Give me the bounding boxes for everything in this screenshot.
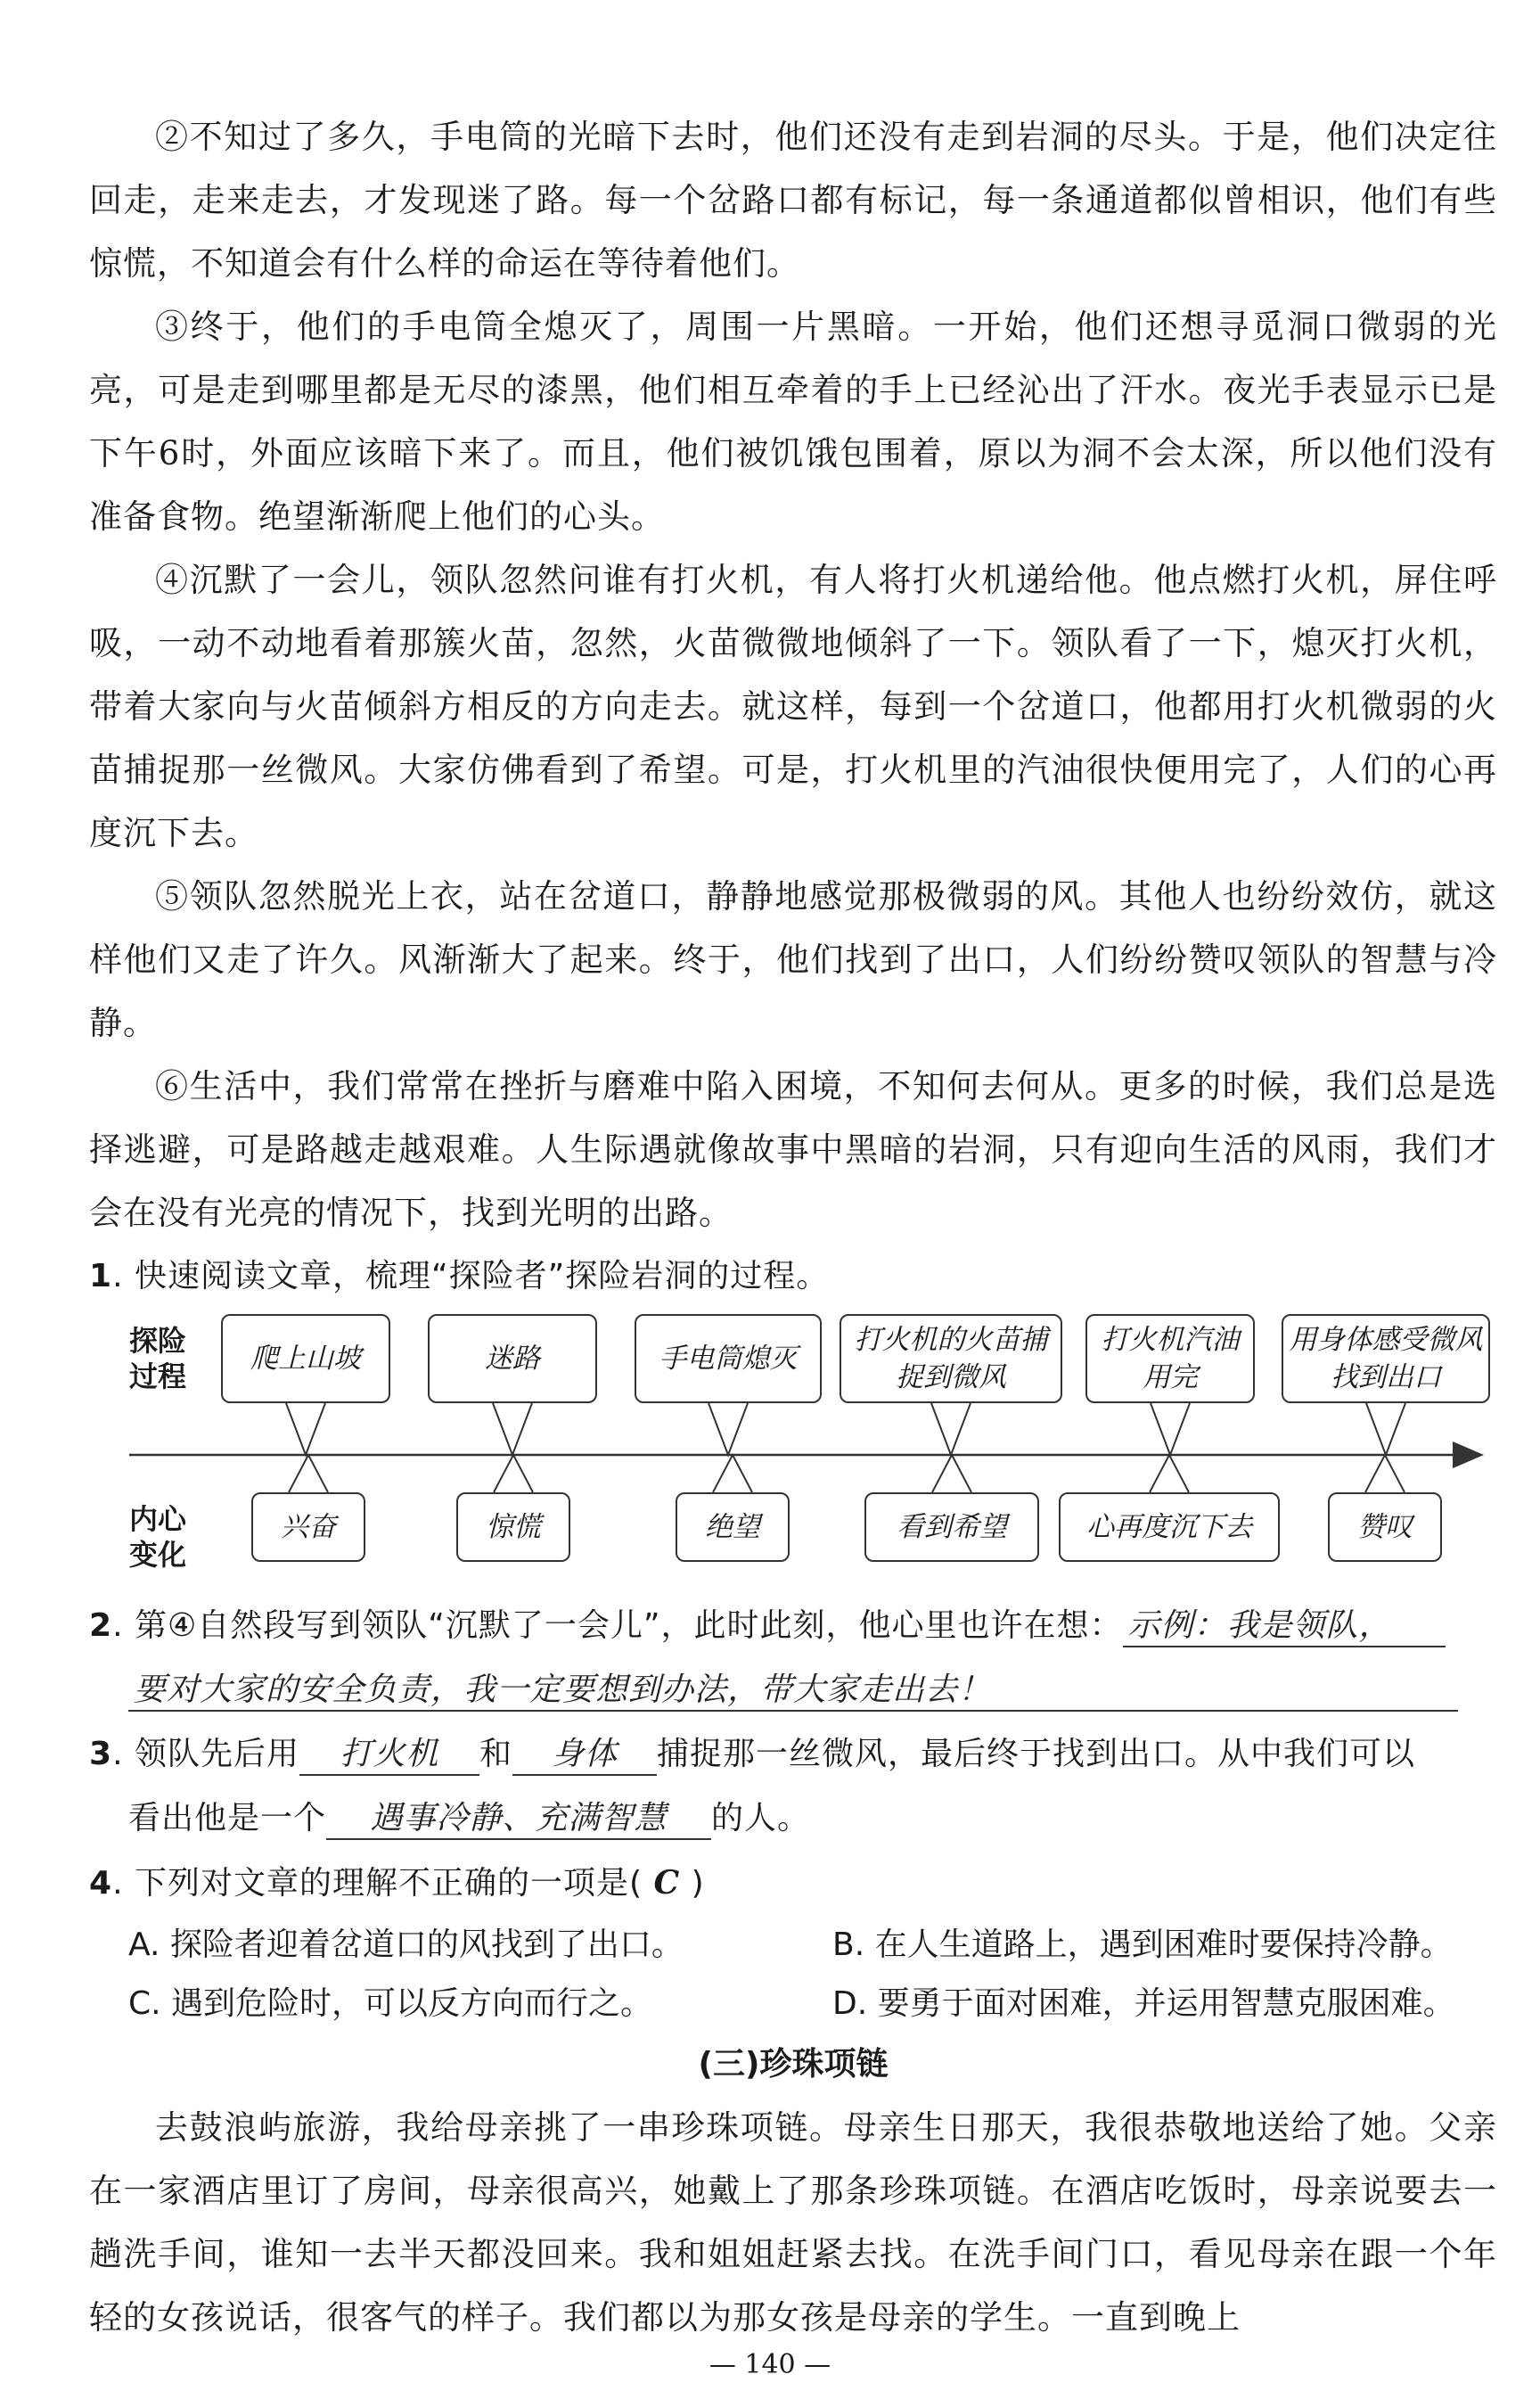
feeling-box: 赞叹 [1328, 1492, 1442, 1562]
paragraph-3: ③终于，他们的手电筒全熄灭了，周围一片黑暗。一开始，他们还想寻觅洞口微弱的光亮，可是走到哪里都是无尽的漆黑，他们相互牵着的手上已经沁出了汗水。夜光手表显示已是下午6时，外面应该暗下来了。而且，他们被饥饿包围着，原以为洞不会太深，所以他们没有准备食物。绝望渐渐爬上他们的心头。 [89, 308, 1497, 536]
process-box: 手电筒熄灭 [635, 1314, 822, 1403]
connector-down [713, 1455, 752, 1492]
process-box: 用身体感受微风找到出口 [1282, 1314, 1490, 1403]
page-number: — 140 — [709, 2349, 831, 2380]
paragraph-6: ⑥生活中，我们常常在挫折与磨难中陷入困境，不知何去何从。更多的时候，我们总是选择逃避，可是路越走越艰难。人生际遇就像故事中黑暗的岩洞，只有迎向生活的风雨，我们才会在没有光亮的情况下，找到光明的出路。 [89, 1067, 1497, 1232]
process-box: 打火机的火苗捕捉到微风 [840, 1314, 1062, 1403]
question-3 [89, 1722, 1497, 1851]
question-4-text: . 下列对文章的理解不正确的一项是( [112, 1865, 643, 1902]
process-diagram [89, 1314, 1497, 1590]
question-2-answer-line-1: 示例：我是领队， [1123, 1606, 1446, 1647]
question-3-text-c: 捕捉那一丝微风，最后终于找到出口。从中我们可以 [656, 1736, 1415, 1772]
question-4-options [89, 1916, 1497, 2033]
option-d: D. 要勇于面对困难，并运用智慧克服困难。 [832, 1985, 1455, 2022]
process-box: 迷路 [428, 1314, 597, 1403]
question-3-blank-3: 遇事冷静、充满智慧 [326, 1799, 711, 1840]
process-box: 打火机汽油用完 [1085, 1314, 1255, 1403]
feeling-box: 看到希望 [864, 1492, 1039, 1562]
feeling-box: 心再度沉下去 [1059, 1492, 1280, 1562]
connector-down [1365, 1455, 1405, 1492]
option-a: A. 探险者迎着岔道口的风找到了出口。 [128, 1926, 684, 1963]
paragraph-2: ②不知过了多久，手电筒的光暗下去时，他们还没有走到岩洞的尽头。于是，他们决定往回走，走来走去，才发现迷了路。每一个岔路口都有标记，每一条通道都似曾相识，他们有些惊慌，不知道会有什么样的命运在等待着他们。 [89, 118, 1497, 283]
question-1 [89, 1245, 1497, 1309]
feeling-box: 绝望 [676, 1492, 790, 1562]
question-3-blank-1: 打火机 [299, 1735, 479, 1776]
option-b: B. 在人生道路上，遇到困难时要保持冷静。 [832, 1926, 1453, 1963]
page-content [89, 105, 1497, 2349]
question-2-number: 2 [89, 1607, 113, 1644]
connector-down [1150, 1455, 1189, 1492]
question-4-answer: C [653, 1864, 681, 1902]
question-1-text: . 快速阅读文章，梳理“探险者”探险岩洞的过程。 [112, 1258, 830, 1294]
paragraph-4: ④沉默了一会儿，领队忽然问谁有打火机，有人将打火机递给他。他点燃打火机，屏住呼吸，一动不动地看着那簇火苗，忽然，火苗微微地倾斜了一下。领队看了一下，熄灭打火机，带着大家向与火苗倾斜方相反的方向走去。就这样，每到一个岔道口，他都用打火机微弱的火苗捕捉那一丝微风。大家仿佛看到了希望。可是，打火机里的汽油很快便用完了，人们的心再度沉下去。 [89, 561, 1497, 852]
connector-up [1366, 1403, 1405, 1455]
connector-up [493, 1403, 532, 1455]
option-c: C. 遇到危险时，可以反方向而行之。 [128, 1985, 653, 2022]
connector-up [286, 1403, 325, 1455]
row-label-feeling: 内心变化 [129, 1502, 187, 1572]
paragraph-5: ⑤领队忽然脱光上衣，站在岔道口，静静地感觉那极微弱的风。其他人也纷纷效仿，就这样他们又走了许久。风渐渐大了起来。终于，他们找到了出口，人们纷纷赞叹领队的智慧与冷静。 [89, 877, 1497, 1042]
connector-down [932, 1455, 971, 1492]
question-3-text-d: 看出他是一个 [128, 1800, 327, 1836]
row-label-process: 探险过程 [129, 1324, 187, 1393]
connector-up [931, 1403, 971, 1455]
feeling-box: 惊慌 [456, 1492, 570, 1562]
question-2-text: . 第④自然段写到领队“沉默了一会儿”，此时此刻，他心里也许在想： [112, 1607, 1123, 1644]
question-1-number: 1 [89, 1258, 113, 1294]
connector-up [1151, 1403, 1190, 1455]
connector-down [494, 1455, 533, 1492]
question-4-number: 4 [89, 1865, 113, 1902]
question-3-text-e: 的人。 [711, 1800, 811, 1836]
question-3-text-a: . 领队先后用 [112, 1736, 299, 1772]
question-2-answer-line-2: 要对大家的安全负责，我一定要想到办法，带大家走出去！ [128, 1671, 1458, 1712]
question-4-close: ) [691, 1865, 705, 1902]
question-2 [89, 1594, 1497, 1722]
section-title: (三)珍珠项链 [698, 2046, 889, 2083]
section-3-paragraph: 去鼓浪屿旅游，我给母亲挑了一串珍珠项链。母亲生日那天，我很恭敬地送给了她。父亲在一家酒店里订了房间，母亲很高兴，她戴上了那条珍珠项链。在酒店吃饭时，母亲说要去一趟洗手间，谁知一去半天都没回来。我和姐姐赶紧去找。在洗手间门口，看见母亲在跟一个年轻的女孩说话，很客气的样子。我们都以为那女孩是母亲的学生。一直到晚上 [89, 2108, 1497, 2337]
connector-up [709, 1403, 748, 1455]
question-3-number: 3 [89, 1736, 113, 1772]
question-3-text-b: 和 [479, 1736, 512, 1772]
question-3-blank-2: 身体 [512, 1735, 657, 1776]
connector-down [289, 1455, 328, 1492]
process-box: 爬上山坡 [221, 1314, 390, 1403]
question-4 [89, 1851, 1497, 1916]
feeling-box: 兴奋 [251, 1492, 365, 1562]
